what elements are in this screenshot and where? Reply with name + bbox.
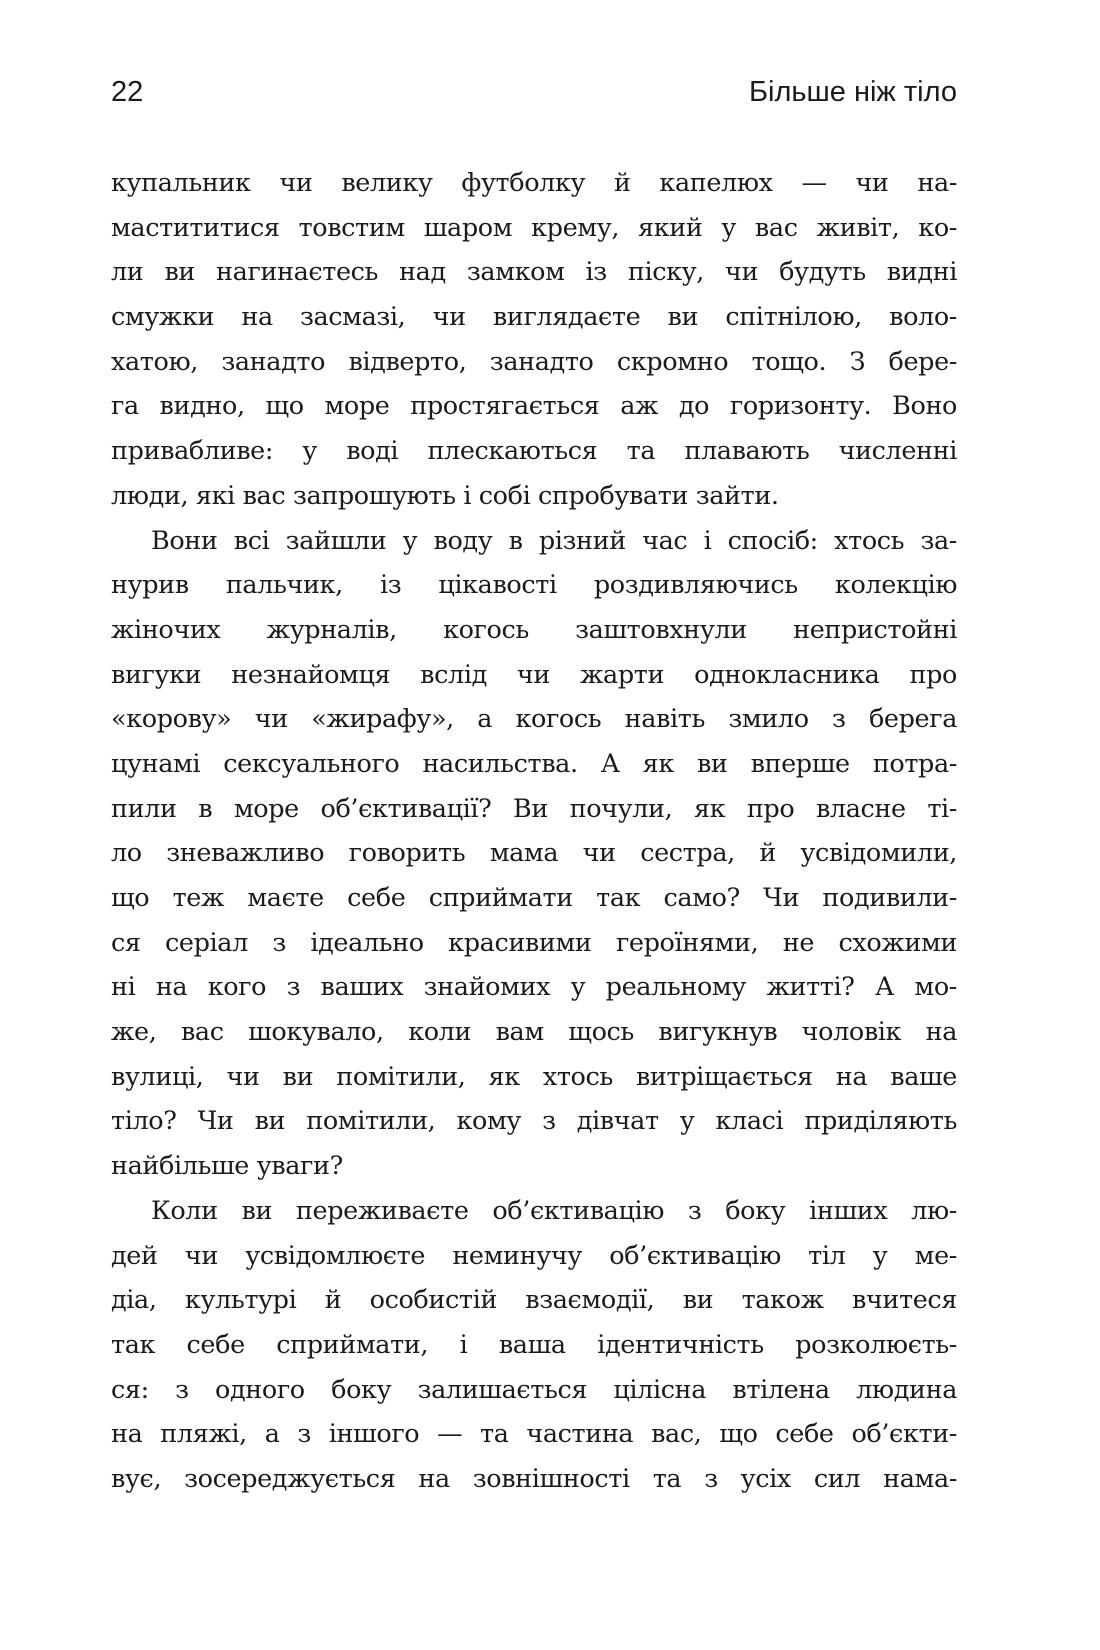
text-line: нурив пальчик, із цікавості роздивляючись колекцію xyxy=(111,570,957,601)
text-line: на пляжі, а з іншого — та частина вас, що себе об’єкти- xyxy=(111,1419,957,1450)
text-line: ли ви нагинаєтесь над замком із піску, чи будуть видні xyxy=(111,257,957,288)
text-line: жіночих журналів, когось заштовхнули непристойні xyxy=(111,614,957,645)
text-line: дей чи усвідомлюєте неминучу об’єктивацію тіл у ме- xyxy=(111,1240,957,1271)
running-header xyxy=(111,70,957,114)
body-text xyxy=(111,161,957,1502)
text-line: цунамі сексуального насильства. А як ви вперше потра- xyxy=(111,748,957,779)
text-line: Вони всі зайшли у воду в різний час і спосіб: хтось за- xyxy=(151,525,957,556)
text-line: купальник чи велику футболку й капелюх — чи на- xyxy=(111,168,957,198)
text-line: що теж маєте себе сприймати так само? Чи подивили- xyxy=(111,883,957,913)
text-line: мастититися товстим шаром крему, який у вас живіт, ко- xyxy=(111,212,957,243)
text-line: смужки на засмазі, чи виглядаєте ви спітнілою, воло- xyxy=(111,302,957,333)
paragraph xyxy=(111,519,957,1189)
book-title: Більше ніж тіло xyxy=(749,76,957,108)
text-line: пили в море об’єктивації? Ви почули, як про власне ті- xyxy=(111,793,957,824)
text-line: Коли ви переживаєте об’єктивацію з боку інших лю- xyxy=(151,1195,957,1226)
text-line: найбільше уваги? xyxy=(111,1151,343,1182)
paragraph xyxy=(111,161,957,519)
text-line: хатою, занадто відверто, занадто скромно тощо. З бере- xyxy=(111,346,957,377)
text-line: га видно, що море простягається аж до горизонту. Воно xyxy=(111,391,957,422)
paragraph xyxy=(111,1189,957,1502)
text-line: вує, зосереджується на зовнішності та з усіх сил нама- xyxy=(111,1463,957,1494)
text-line: вигуки незнайомця вслід чи жарти однокласника про xyxy=(111,659,957,690)
text-line: вулиці, чи ви помітили, як хтось витріщається на ваше xyxy=(111,1061,957,1092)
text-line: тіло? Чи ви помітили, кому з дівчат у класі приділяють xyxy=(111,1106,957,1137)
text-line: ні на кого з ваших знайомих у реальному житті? А мо- xyxy=(111,972,957,1003)
text-line: привабливе: у воді плескаються та плавають численні xyxy=(111,436,957,467)
text-line: діа, культурі й особистій взаємодії, ви також вчитеся xyxy=(111,1285,957,1316)
text-line: ся серіал з ідеально красивими героїнями, не схожими xyxy=(111,927,957,958)
page-number: 22 xyxy=(111,76,144,108)
text-line: ся: з одного боку залишається цілісна втілена людина xyxy=(111,1374,957,1405)
text-line: же, вас шокувало, коли вам щось вигукнув чоловік на xyxy=(111,1017,957,1048)
text-line: «корову» чи «жирафу», а когось навіть змило з берега xyxy=(111,704,957,735)
text-line: так себе сприймати, і ваша ідентичність розколюєть- xyxy=(111,1329,957,1360)
text-line: люди, які вас запрошують і собі спробувати зайти. xyxy=(111,480,779,511)
text-line: ло зневажливо говорить мама чи сестра, й усвідомили, xyxy=(111,838,957,869)
